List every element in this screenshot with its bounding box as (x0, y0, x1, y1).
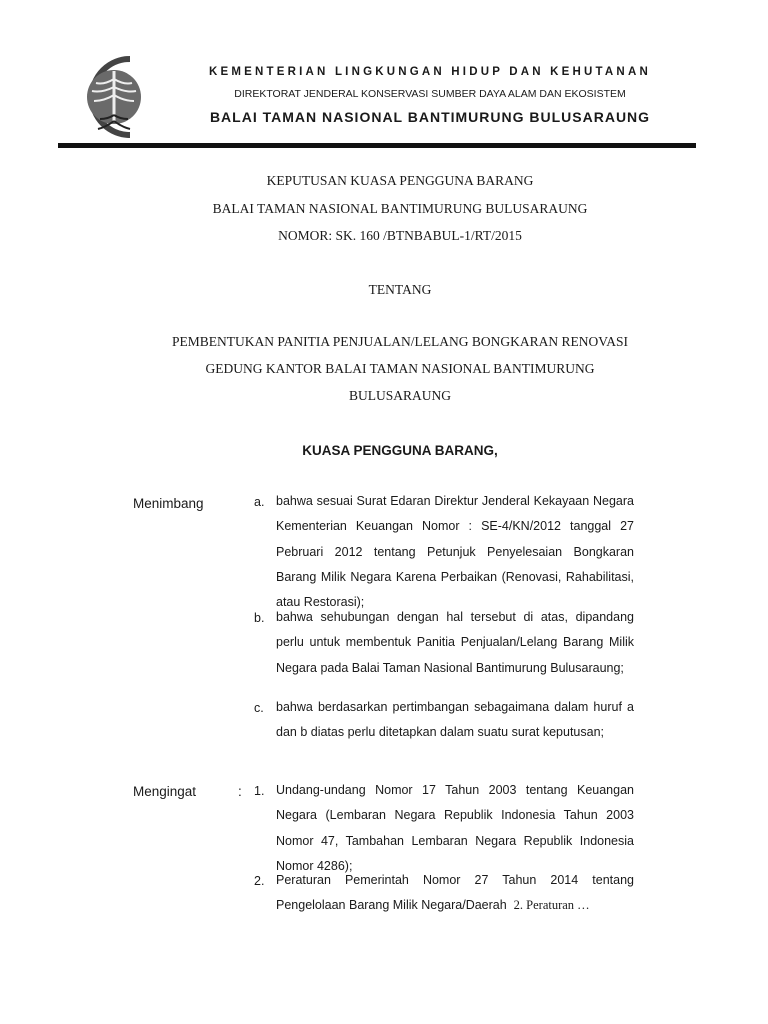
mengingat-colon: : (238, 784, 242, 799)
mengingat-mark-1: 1. (254, 784, 265, 798)
menimbang-mark-b: b. (254, 611, 265, 625)
page-continuation: 2. Peraturan … (513, 898, 590, 913)
menimbang-label: Menimbang (133, 496, 204, 511)
mengingat-mark-2: 2. (254, 874, 265, 888)
menimbang-mark-c: c. (254, 701, 264, 715)
office-name: BALAI TAMAN NASIONAL BANTIMURUNG BULUSARAUNG (209, 109, 651, 125)
title-line-2: BALAI TAMAN NASIONAL BANTIMURUNG BULUSARAUNG (212, 201, 588, 216)
menimbang-mark-a: a. (254, 495, 265, 509)
mengingat-item-1: Undang-undang Nomor 17 Tahun 2003 tentang Keuangan Negara (Lembaran Negara Republik Indonesia Tahun 2003 Nomor 47, Tambahan Lembaran Negara Republik Indonesia Nomor 4286); (276, 783, 634, 873)
ministry-name: KEMENTERIAN LINGKUNGAN HIDUP DAN KEHUTANAN (209, 66, 651, 78)
directorate-name: DIREKTORAT JENDERAL KONSERVASI SUMBER DAYA ALAM DAN EKOSISTEM (234, 88, 626, 100)
title-line-1: KEPUTUSAN KUASA PENGGUNA BARANG (266, 173, 534, 188)
mengingat-item-2-text: Peraturan Pemerintah Nomor 27 Tahun 2014 tentang Pengelolaan Barang Milik Negara/Daerah (276, 873, 634, 913)
tentang-heading: TENTANG (368, 282, 432, 297)
menimbang-item-a: bahwa sesuai Surat Edaran Direktur Jenderal Kekayaan Negara Kementerian Keuangan Nomor : SE-4/KN/2012 tanggal 27 Pebruari 2012 tentang Petunjuk Penyelesaian Bongkaran Barang Milik Negara Karena Perbaikan (Renovasi, Rahabilitasi, atau Restorasi); (276, 494, 634, 610)
mengingat-item-2 (276, 868, 634, 919)
kuasa-heading: KUASA PENGGUNA BARANG, (302, 443, 498, 458)
subject-line-1: PEMBENTUKAN PANITIA PENJUALAN/LELANG BONGKARAN RENOVASI (171, 334, 628, 349)
menimbang-item-c: bahwa berdasarkan pertimbangan sebagaimana dalam huruf a dan b diatas perlu ditetapkan dalam suatu surat keputusan; (276, 700, 634, 740)
subject-line-2: GEDUNG KANTOR BALAI TAMAN NASIONAL BANTIMURUNG (205, 361, 595, 376)
decree-number: NOMOR: SK. 160 /BTNBABUL-1/RT/2015 (278, 228, 522, 243)
mengingat-label: Mengingat (133, 784, 197, 799)
ministry-logo (78, 55, 148, 139)
menimbang-item-b: bahwa sehubungan dengan hal tersebut di atas, dipandang perlu untuk membentuk Panitia Penjualan/Lelang Barang Milik Negara pada Balai Taman Nasional Bantimurung Bulusaraung; (276, 610, 634, 675)
header-rule (58, 143, 696, 148)
subject-line-3: BULUSARAUNG (348, 388, 451, 403)
